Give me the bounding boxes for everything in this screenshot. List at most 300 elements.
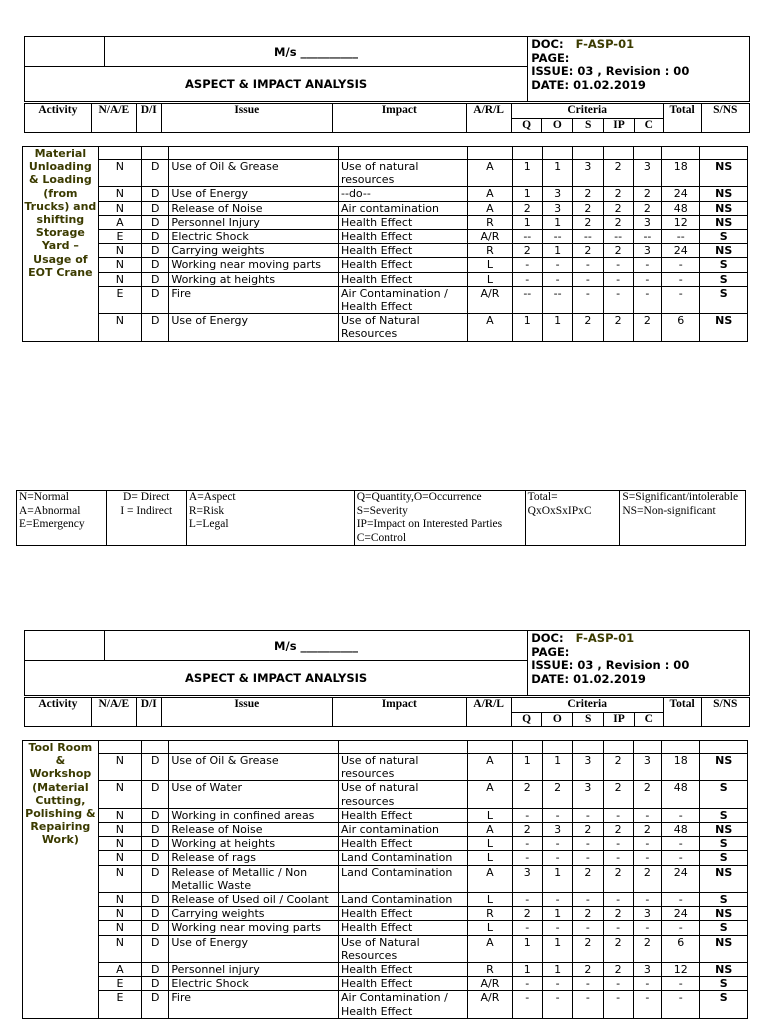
s-cell: 3 xyxy=(573,160,603,187)
c-cell: - xyxy=(633,258,661,272)
spacer-cell xyxy=(512,741,542,754)
s-cell: 2 xyxy=(573,187,603,201)
impact-cell: Use of natural resources xyxy=(339,754,468,781)
col-issue: Issue xyxy=(161,104,332,133)
sns-cell: NS xyxy=(700,215,748,229)
impact-cell: --do-- xyxy=(339,187,468,201)
issue-cell: Personnel injury xyxy=(169,963,339,977)
total-cell: 6 xyxy=(662,935,700,962)
nae-cell: N xyxy=(98,272,141,286)
c-cell: - xyxy=(633,893,661,907)
nae-cell: E xyxy=(98,977,141,991)
table-row xyxy=(23,907,748,921)
di-cell: D xyxy=(142,160,169,187)
col-nae: N/A/E xyxy=(91,698,136,727)
q-cell: -- xyxy=(512,286,542,313)
total-cell: - xyxy=(662,851,700,865)
legend-table xyxy=(16,490,746,546)
spacer-cell xyxy=(339,741,468,754)
di-cell: D xyxy=(142,823,169,837)
sns-cell: NS xyxy=(700,160,748,187)
di-cell: D xyxy=(142,286,169,313)
sns-cell: NS xyxy=(700,907,748,921)
nae-cell: A xyxy=(98,215,141,229)
total-cell: 6 xyxy=(662,314,700,341)
o-cell: 1 xyxy=(542,244,572,258)
q-cell: 2 xyxy=(512,907,542,921)
table-row xyxy=(23,977,748,991)
spacer-cell xyxy=(662,147,700,160)
q-cell: 1 xyxy=(512,160,542,187)
sns-cell: S xyxy=(700,781,748,808)
total-cell: 24 xyxy=(662,187,700,201)
c-cell: 3 xyxy=(633,215,661,229)
impact-cell: Air contamination xyxy=(339,823,468,837)
table-row xyxy=(23,991,748,1018)
di-cell: D xyxy=(142,244,169,258)
col-total: Total xyxy=(663,698,701,727)
q-cell: 2 xyxy=(512,244,542,258)
impact-cell: Health Effect xyxy=(339,808,468,822)
ip-cell: 2 xyxy=(603,907,633,921)
nae-cell: N xyxy=(98,244,141,258)
arl-cell: A/R xyxy=(468,977,512,991)
col-criteria: Criteria xyxy=(511,104,663,119)
table-row xyxy=(23,201,748,215)
spacer-cell xyxy=(98,147,141,160)
activity-name: Material Unloading & Loading (from Trucks) and shifting Storage Yard – Usage of EOT Crane xyxy=(23,147,99,342)
ip-cell: 2 xyxy=(603,215,633,229)
table-row xyxy=(23,272,748,286)
impact-cell: Health Effect xyxy=(339,230,468,244)
table-row xyxy=(23,244,748,258)
di-cell: D xyxy=(142,808,169,822)
issue-cell: Release of Noise xyxy=(169,201,339,215)
col-o: O xyxy=(542,119,573,133)
spacer-cell xyxy=(700,147,748,160)
total-cell: 18 xyxy=(662,754,700,781)
ip-cell: -- xyxy=(603,230,633,244)
legend-criteria: Q=Quantity,O=Occurrence S=Severity IP=Impact on Interested Parties C=Control xyxy=(354,491,525,546)
sns-cell: S xyxy=(700,230,748,244)
sns-cell: NS xyxy=(700,963,748,977)
o-cell: - xyxy=(542,258,572,272)
impact-cell: Air Contamination / Health Effect xyxy=(339,286,468,313)
issue-cell: Fire xyxy=(169,991,339,1018)
ip-cell: - xyxy=(603,272,633,286)
col-sns: S/NS xyxy=(701,698,749,727)
q-cell: - xyxy=(512,851,542,865)
table-row xyxy=(23,808,748,822)
o-cell: -- xyxy=(542,230,572,244)
arl-cell: A xyxy=(468,754,512,781)
table-row xyxy=(23,314,748,341)
col-impact: Impact xyxy=(333,104,466,133)
total-cell: - xyxy=(662,991,700,1018)
sns-cell: S xyxy=(700,258,748,272)
s-cell: 2 xyxy=(573,963,603,977)
nae-cell: E xyxy=(98,991,141,1018)
spacer-cell xyxy=(573,741,603,754)
col-ip: IP xyxy=(604,119,635,133)
col-di: D/I xyxy=(136,698,161,727)
issue-cell: Working in confined areas xyxy=(169,808,339,822)
o-cell: 3 xyxy=(542,187,572,201)
c-cell: - xyxy=(633,991,661,1018)
col-sns: S/NS xyxy=(701,104,749,133)
q-cell: - xyxy=(512,258,542,272)
o-cell: 1 xyxy=(542,160,572,187)
o-cell: - xyxy=(542,837,572,851)
spacer-cell xyxy=(512,147,542,160)
o-cell: 1 xyxy=(542,215,572,229)
total-cell: 48 xyxy=(662,201,700,215)
doc-label: DOC: xyxy=(531,631,564,645)
impact-cell: Health Effect xyxy=(339,272,468,286)
arl-cell: L xyxy=(468,851,512,865)
aspect-table-2 xyxy=(22,740,748,1019)
nae-cell: N xyxy=(98,893,141,907)
issue-cell: Carrying weights xyxy=(169,244,339,258)
impact-cell: Health Effect xyxy=(339,921,468,935)
nae-cell: N xyxy=(98,160,141,187)
col-impact: Impact xyxy=(333,698,466,727)
nae-cell: N xyxy=(98,187,141,201)
di-cell: D xyxy=(142,781,169,808)
arl-cell: L xyxy=(468,837,512,851)
di-cell: D xyxy=(142,201,169,215)
col-q: Q xyxy=(511,713,542,727)
sns-cell: S xyxy=(700,286,748,313)
sns-cell: NS xyxy=(700,314,748,341)
column-header-2 xyxy=(24,697,750,727)
s-cell: 2 xyxy=(573,314,603,341)
ip-cell: - xyxy=(603,837,633,851)
q-cell: - xyxy=(512,991,542,1018)
q-cell: - xyxy=(512,977,542,991)
arl-cell: R xyxy=(468,215,512,229)
total-cell: 12 xyxy=(662,963,700,977)
doc-info xyxy=(528,631,750,696)
nae-cell: E xyxy=(98,230,141,244)
spacer-cell xyxy=(468,147,512,160)
ip-cell: 2 xyxy=(603,963,633,977)
c-cell: - xyxy=(633,837,661,851)
doc-date: DATE: 01.02.2019 xyxy=(531,77,646,92)
sns-cell: NS xyxy=(700,754,748,781)
o-cell: 2 xyxy=(542,781,572,808)
total-cell: 12 xyxy=(662,215,700,229)
s-cell: - xyxy=(573,977,603,991)
issue-cell: Electric Shock xyxy=(169,230,339,244)
sns-cell: S xyxy=(700,991,748,1018)
sns-cell: S xyxy=(700,893,748,907)
spacer-cell xyxy=(169,741,339,754)
nae-cell: N xyxy=(98,808,141,822)
di-cell: D xyxy=(142,977,169,991)
o-cell: 1 xyxy=(542,314,572,341)
total-cell: 48 xyxy=(662,823,700,837)
ip-cell: 2 xyxy=(603,935,633,962)
col-c: C xyxy=(634,119,663,133)
q-cell: -- xyxy=(512,230,542,244)
col-criteria: Criteria xyxy=(511,698,663,713)
sns-cell: NS xyxy=(700,865,748,892)
spacer-cell xyxy=(142,147,169,160)
q-cell: - xyxy=(512,921,542,935)
s-cell: - xyxy=(573,272,603,286)
c-cell: 2 xyxy=(633,823,661,837)
c-cell: - xyxy=(633,808,661,822)
q-cell: 1 xyxy=(512,935,542,962)
col-s: S xyxy=(573,713,604,727)
arl-cell: A xyxy=(468,187,512,201)
sns-cell: NS xyxy=(700,823,748,837)
issue-cell: Release of Noise xyxy=(169,823,339,837)
di-cell: D xyxy=(142,230,169,244)
di-cell: D xyxy=(142,851,169,865)
s-cell: 3 xyxy=(573,754,603,781)
arl-cell: A xyxy=(468,865,512,892)
total-cell: 48 xyxy=(662,781,700,808)
doc-number: F-ASP-01 xyxy=(575,631,635,645)
c-cell: - xyxy=(633,851,661,865)
spacer-cell xyxy=(339,147,468,160)
arl-cell: R xyxy=(468,907,512,921)
q-cell: - xyxy=(512,893,542,907)
s-cell: - xyxy=(573,851,603,865)
total-cell: - xyxy=(662,837,700,851)
total-cell: 18 xyxy=(662,160,700,187)
table-row xyxy=(23,893,748,907)
ip-cell: - xyxy=(603,286,633,313)
doc-number: F-ASP-01 xyxy=(575,37,635,51)
nae-cell: N xyxy=(98,754,141,781)
di-cell: D xyxy=(142,865,169,892)
legend-total: Total= QxOxSxIPxC xyxy=(525,491,620,546)
arl-cell: A/R xyxy=(468,286,512,313)
c-cell: - xyxy=(633,286,661,313)
table-row xyxy=(23,837,748,851)
c-cell: 2 xyxy=(633,314,661,341)
nae-cell: N xyxy=(98,823,141,837)
issue-cell: Use of Energy xyxy=(169,935,339,962)
o-cell: - xyxy=(542,272,572,286)
ip-cell: 2 xyxy=(603,160,633,187)
ip-cell: - xyxy=(603,977,633,991)
di-cell: D xyxy=(142,935,169,962)
total-cell: - xyxy=(662,921,700,935)
impact-cell: Land Contamination xyxy=(339,865,468,892)
ip-cell: 2 xyxy=(603,865,633,892)
q-cell: 3 xyxy=(512,865,542,892)
impact-cell: Use of natural resources xyxy=(339,781,468,808)
issue-cell: Working near moving parts xyxy=(169,258,339,272)
doc-date: DATE: 01.02.2019 xyxy=(531,671,646,686)
col-di: D/I xyxy=(136,104,161,133)
o-cell: - xyxy=(542,893,572,907)
document-title: ASPECT & IMPACT ANALYSIS xyxy=(25,661,528,696)
table-row xyxy=(23,286,748,313)
impact-cell: Air contamination xyxy=(339,201,468,215)
nae-cell: N xyxy=(98,837,141,851)
table-row xyxy=(23,754,748,781)
spacer-cell xyxy=(662,741,700,754)
nae-cell: N xyxy=(98,314,141,341)
s-cell: 2 xyxy=(573,865,603,892)
sns-cell: NS xyxy=(700,201,748,215)
spacer-cell xyxy=(700,741,748,754)
table-row xyxy=(23,921,748,935)
o-cell: 1 xyxy=(542,907,572,921)
issue-cell: Working at heights xyxy=(169,272,339,286)
sns-cell: S xyxy=(700,808,748,822)
ip-cell: - xyxy=(603,991,633,1018)
impact-cell: Health Effect xyxy=(339,258,468,272)
s-cell: - xyxy=(573,893,603,907)
c-cell: 2 xyxy=(633,865,661,892)
arl-cell: A/R xyxy=(468,230,512,244)
q-cell: 2 xyxy=(512,823,542,837)
table-row xyxy=(23,865,748,892)
spacer-cell xyxy=(633,147,661,160)
o-cell: 3 xyxy=(542,823,572,837)
nae-cell: E xyxy=(98,286,141,313)
page-label: PAGE: xyxy=(531,644,570,659)
total-cell: 24 xyxy=(662,865,700,892)
s-cell: - xyxy=(573,921,603,935)
s-cell: - xyxy=(573,837,603,851)
o-cell: - xyxy=(542,977,572,991)
ip-cell: 2 xyxy=(603,201,633,215)
total-cell: - xyxy=(662,977,700,991)
issue-cell: Release of rags xyxy=(169,851,339,865)
issue-revision: ISSUE: 03 , Revision : 00 xyxy=(531,658,690,672)
spacer-cell xyxy=(542,741,572,754)
s-cell: 2 xyxy=(573,201,603,215)
col-c: C xyxy=(634,713,663,727)
arl-cell: A xyxy=(468,201,512,215)
arl-cell: R xyxy=(468,244,512,258)
di-cell: D xyxy=(142,215,169,229)
col-activity: Activity xyxy=(25,698,92,727)
o-cell: - xyxy=(542,851,572,865)
arl-cell: A/R xyxy=(468,991,512,1018)
impact-cell: Use of Natural Resources xyxy=(339,314,468,341)
o-cell: 1 xyxy=(542,963,572,977)
ip-cell: - xyxy=(603,808,633,822)
sns-cell: NS xyxy=(700,187,748,201)
sns-cell: NS xyxy=(700,244,748,258)
arl-cell: A xyxy=(468,160,512,187)
c-cell: 3 xyxy=(633,754,661,781)
o-cell: -- xyxy=(542,286,572,313)
nae-cell: N xyxy=(98,865,141,892)
q-cell: 2 xyxy=(512,201,542,215)
q-cell: - xyxy=(512,808,542,822)
spacer-cell xyxy=(142,741,169,754)
issue-cell: Use of Water xyxy=(169,781,339,808)
arl-cell: A xyxy=(468,823,512,837)
s-cell: - xyxy=(573,286,603,313)
impact-cell: Health Effect xyxy=(339,837,468,851)
col-activity: Activity xyxy=(25,104,92,133)
ip-cell: 2 xyxy=(603,187,633,201)
c-cell: 3 xyxy=(633,160,661,187)
impact-cell: Land Contamination xyxy=(339,851,468,865)
col-s: S xyxy=(573,119,604,133)
impact-cell: Land Contamination xyxy=(339,893,468,907)
table-row xyxy=(23,823,748,837)
ip-cell: - xyxy=(603,258,633,272)
spacer-cell xyxy=(98,741,141,754)
di-cell: D xyxy=(142,921,169,935)
q-cell: 1 xyxy=(512,215,542,229)
o-cell: 3 xyxy=(542,201,572,215)
o-cell: - xyxy=(542,991,572,1018)
ip-cell: 2 xyxy=(603,244,633,258)
spacer-cell xyxy=(603,741,633,754)
s-cell: 3 xyxy=(573,781,603,808)
s-cell: 2 xyxy=(573,215,603,229)
col-o: O xyxy=(542,713,573,727)
nae-cell: N xyxy=(98,921,141,935)
sns-cell: S xyxy=(700,977,748,991)
total-cell: 24 xyxy=(662,244,700,258)
nae-cell: N xyxy=(98,258,141,272)
arl-cell: L xyxy=(468,893,512,907)
di-cell: D xyxy=(142,837,169,851)
arl-cell: L xyxy=(468,921,512,935)
sns-cell: S xyxy=(700,921,748,935)
s-cell: -- xyxy=(573,230,603,244)
s-cell: 2 xyxy=(573,244,603,258)
s-cell: - xyxy=(573,258,603,272)
c-cell: 3 xyxy=(633,244,661,258)
arl-cell: A xyxy=(468,935,512,962)
nae-cell: N xyxy=(98,907,141,921)
q-cell: 1 xyxy=(512,754,542,781)
di-cell: D xyxy=(142,963,169,977)
issue-cell: Working at heights xyxy=(169,837,339,851)
total-cell: - xyxy=(662,272,700,286)
column-header-1 xyxy=(24,103,750,133)
issue-cell: Carrying weights xyxy=(169,907,339,921)
spacer-cell xyxy=(633,741,661,754)
activity-name: Tool Room & Workshop (Material Cutting, Polishing & Repairing Work) xyxy=(23,741,99,1019)
ip-cell: - xyxy=(603,893,633,907)
table-row xyxy=(23,851,748,865)
ip-cell: - xyxy=(603,851,633,865)
q-cell: 2 xyxy=(512,781,542,808)
header-block-2 xyxy=(24,630,750,696)
issue-cell: Fire xyxy=(169,286,339,313)
company-name: M/s __________ xyxy=(104,37,527,67)
table-row xyxy=(23,781,748,808)
c-cell: 2 xyxy=(633,201,661,215)
table-row xyxy=(23,187,748,201)
nae-cell: N xyxy=(98,781,141,808)
sns-cell: S xyxy=(700,851,748,865)
company-name: M/s __________ xyxy=(104,631,527,661)
arl-cell: A xyxy=(468,314,512,341)
impact-cell: Health Effect xyxy=(339,977,468,991)
legend-di: D= Direct I = Indirect xyxy=(106,491,186,546)
c-cell: - xyxy=(633,921,661,935)
issue-cell: Release of Metallic / Non Metallic Waste xyxy=(169,865,339,892)
c-cell: 3 xyxy=(633,907,661,921)
nae-cell: N xyxy=(98,851,141,865)
